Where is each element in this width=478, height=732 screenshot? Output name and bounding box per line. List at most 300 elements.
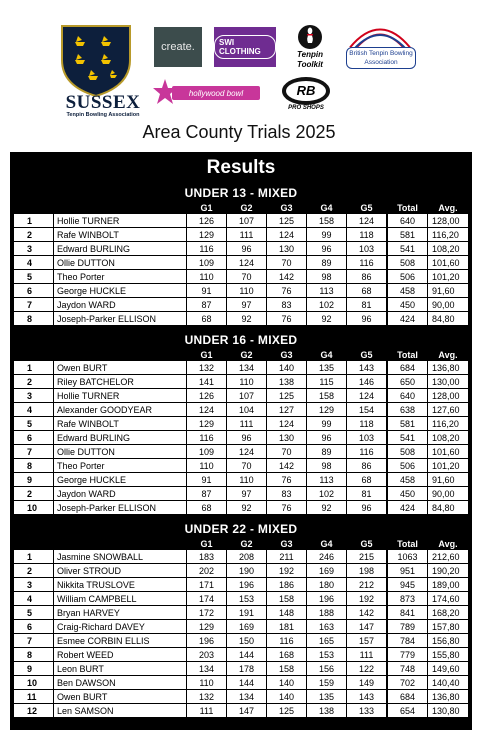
bowler-name-cell: George HUCKLE (54, 473, 186, 487)
score-cell-g2: 92 (227, 312, 266, 326)
score-cell-g2: 134 (227, 361, 266, 375)
create-logo: create. (154, 27, 202, 67)
table-row (10, 501, 472, 515)
column-header-avg: Avg. (438, 349, 458, 360)
score-cell-g3: 130 (267, 431, 306, 445)
score-cell-g2: 147 (227, 704, 266, 718)
column-header-g5: G5 (360, 202, 373, 213)
score-cell-g3: 140 (267, 690, 306, 704)
average-cell: 101,20 (428, 459, 468, 473)
score-cell-g2: 208 (227, 550, 266, 564)
position-cell: 5 (14, 606, 53, 620)
tenpin-toolkit-line2: Toolkit (297, 60, 323, 69)
score-cell-g1: 126 (187, 214, 226, 228)
column-header-total: Total (397, 202, 418, 213)
bowler-name-cell: Jaydon WARD (54, 487, 186, 501)
score-cell-g3: 158 (267, 662, 306, 676)
score-cell-g5: 154 (347, 403, 386, 417)
results-section (10, 515, 472, 718)
score-cell-g5: 68 (347, 473, 386, 487)
bowler-name-cell: Ben DAWSON (54, 676, 186, 690)
score-cell-g2: 144 (227, 676, 266, 690)
bowler-name-cell: Ollie DUTTON (54, 445, 186, 459)
score-cell-g3: 140 (267, 676, 306, 690)
score-cell-g2: 111 (227, 417, 266, 431)
table-row (10, 417, 472, 431)
column-header-g3: G3 (280, 202, 293, 213)
score-cell-g1: 110 (187, 676, 226, 690)
column-header-avg: Avg. (438, 202, 458, 213)
total-cell: 779 (388, 648, 427, 662)
results-sheet (10, 152, 472, 730)
position-cell: 4 (14, 592, 53, 606)
score-cell-g3: 76 (267, 312, 306, 326)
swi-clothing-logo (214, 27, 276, 67)
total-cell: 640 (388, 389, 427, 403)
average-cell: 168,20 (428, 606, 468, 620)
score-cell-g2: 96 (227, 242, 266, 256)
score-cell-g4: 99 (307, 228, 346, 242)
score-cell-g1: 116 (187, 242, 226, 256)
bowler-name-cell: Theo Porter (54, 270, 186, 284)
bowler-name-cell: Nikkita TRUSLOVE (54, 578, 186, 592)
tenpin-toolkit-line1: Tenpin (297, 50, 323, 59)
section-title: UNDER 13 - MIXED (184, 185, 298, 200)
position-cell: 9 (14, 662, 53, 676)
bowler-name-cell: Theo Porter (54, 459, 186, 473)
column-header-g1: G1 (200, 202, 213, 213)
bowler-name-cell: Len SAMSON (54, 704, 186, 718)
score-cell-g4: 158 (307, 214, 346, 228)
btba-logo-text: British Tenpin Bowling Association (346, 47, 416, 69)
score-cell-g4: 156 (307, 662, 346, 676)
table-row (10, 403, 472, 417)
position-cell: 4 (14, 256, 53, 270)
total-cell: 638 (388, 403, 427, 417)
score-cell-g2: 196 (227, 578, 266, 592)
score-cell-g2: 110 (227, 375, 266, 389)
score-cell-g3: 70 (267, 256, 306, 270)
score-cell-g3: 125 (267, 389, 306, 403)
score-cell-g1: 68 (187, 501, 226, 515)
swi-clothing-logo-text: SWI CLOTHING (214, 35, 276, 59)
score-cell-g5: 212 (347, 578, 386, 592)
average-cell: 130,80 (428, 704, 468, 718)
score-cell-g3: 76 (267, 473, 306, 487)
total-cell: 654 (388, 704, 427, 718)
score-cell-g4: 96 (307, 431, 346, 445)
score-cell-g2: 110 (227, 473, 266, 487)
average-cell: 174,60 (428, 592, 468, 606)
position-cell: 8 (14, 648, 53, 662)
score-cell-g4: 158 (307, 389, 346, 403)
score-cell-g5: 96 (347, 501, 386, 515)
score-cell-g4: 102 (307, 298, 346, 312)
score-cell-g5: 103 (347, 431, 386, 445)
total-cell: 506 (388, 459, 427, 473)
average-cell: 128,00 (428, 214, 468, 228)
score-cell-g3: 186 (267, 578, 306, 592)
score-cell-g4: 89 (307, 445, 346, 459)
average-cell: 84,80 (428, 501, 468, 515)
score-cell-g1: 183 (187, 550, 226, 564)
score-cell-g3: 76 (267, 501, 306, 515)
position-cell: 6 (14, 620, 53, 634)
total-cell: 508 (388, 445, 427, 459)
score-cell-g1: 116 (187, 431, 226, 445)
bowler-name-cell: Owen BURT (54, 690, 186, 704)
score-cell-g1: 87 (187, 298, 226, 312)
score-cell-g1: 110 (187, 270, 226, 284)
score-cell-g5: 86 (347, 459, 386, 473)
total-cell: 789 (388, 620, 427, 634)
score-cell-g1: 132 (187, 361, 226, 375)
score-cell-g4: 129 (307, 403, 346, 417)
total-cell: 508 (388, 256, 427, 270)
position-cell: 1 (14, 361, 53, 375)
btba-logo (342, 21, 418, 73)
score-cell-g5: 124 (347, 389, 386, 403)
score-cell-g5: 103 (347, 242, 386, 256)
results-sections (10, 184, 472, 718)
sussex-crest-icon (58, 22, 134, 98)
position-cell: 7 (14, 445, 53, 459)
bowler-name-cell: Robert WEED (54, 648, 186, 662)
score-cell-g5: 86 (347, 270, 386, 284)
results-section (10, 184, 472, 326)
score-cell-g2: 97 (227, 487, 266, 501)
total-cell: 581 (388, 417, 427, 431)
bowler-name-cell: Oliver STROUD (54, 564, 186, 578)
position-cell: 6 (14, 284, 53, 298)
column-header-g1: G1 (200, 538, 213, 549)
score-cell-g3: 124 (267, 417, 306, 431)
total-cell: 784 (388, 634, 427, 648)
average-cell: 156,80 (428, 634, 468, 648)
average-cell: 189,00 (428, 578, 468, 592)
score-cell-g2: 104 (227, 403, 266, 417)
table-row (10, 284, 472, 298)
score-cell-g1: 129 (187, 620, 226, 634)
position-cell: 3 (14, 242, 53, 256)
total-cell: 541 (388, 431, 427, 445)
table-row (10, 459, 472, 473)
position-cell: 2 (14, 564, 53, 578)
sussex-logo-subtitle: Tenpin Bowling Association (66, 112, 140, 118)
score-cell-g4: 135 (307, 361, 346, 375)
average-cell: 212,60 (428, 550, 468, 564)
average-cell: 128,00 (428, 389, 468, 403)
column-header-g4: G4 (320, 538, 333, 549)
score-cell-g4: 113 (307, 284, 346, 298)
total-cell: 424 (388, 312, 427, 326)
column-header-g5: G5 (360, 349, 373, 360)
score-cell-g3: 168 (267, 648, 306, 662)
table-row (10, 361, 472, 375)
average-cell: 90,00 (428, 487, 468, 501)
bowler-name-cell: Rafe WINBOLT (54, 228, 186, 242)
score-cell-g4: 96 (307, 242, 346, 256)
score-cell-g4: 153 (307, 648, 346, 662)
table-row (10, 690, 472, 704)
score-cell-g1: 202 (187, 564, 226, 578)
hollywood-bowl-logo (152, 78, 268, 106)
score-cell-g3: 70 (267, 445, 306, 459)
score-cell-g4: 169 (307, 564, 346, 578)
score-cell-g2: 144 (227, 648, 266, 662)
table-row (10, 228, 472, 242)
score-cell-g3: 125 (267, 704, 306, 718)
score-cell-g2: 169 (227, 620, 266, 634)
bowler-name-cell: Bryan HARVEY (54, 606, 186, 620)
table-row (10, 487, 472, 501)
bowler-name-cell: Leon BURT (54, 662, 186, 676)
total-cell: 650 (388, 375, 427, 389)
position-cell: 8 (14, 459, 53, 473)
bowler-name-cell: George HUCKLE (54, 284, 186, 298)
average-cell: 157,80 (428, 620, 468, 634)
table-row (10, 214, 472, 228)
score-cell-g5: 149 (347, 676, 386, 690)
table-row (10, 256, 472, 270)
score-cell-g5: 192 (347, 592, 386, 606)
score-cell-g2: 70 (227, 270, 266, 284)
score-cell-g3: 142 (267, 459, 306, 473)
average-cell: 136,80 (428, 361, 468, 375)
score-cell-g5: 96 (347, 312, 386, 326)
bowler-name-cell: Alexander GOODYEAR (54, 403, 186, 417)
column-header-g4: G4 (320, 202, 333, 213)
column-header-total: Total (397, 538, 418, 549)
score-cell-g4: 159 (307, 676, 346, 690)
total-cell: 873 (388, 592, 427, 606)
bowler-name-cell: Rafe WINBOLT (54, 417, 186, 431)
score-cell-g1: 126 (187, 389, 226, 403)
total-cell: 684 (388, 361, 427, 375)
score-cell-g4: 196 (307, 592, 346, 606)
score-cell-g1: 87 (187, 487, 226, 501)
average-cell: 136,80 (428, 690, 468, 704)
score-cell-g5: 198 (347, 564, 386, 578)
score-cell-g4: 92 (307, 501, 346, 515)
position-cell: 2 (14, 375, 53, 389)
score-cell-g2: 96 (227, 431, 266, 445)
score-cell-g2: 124 (227, 445, 266, 459)
total-cell: 702 (388, 676, 427, 690)
score-cell-g1: 111 (187, 704, 226, 718)
results-heading: Results (206, 157, 276, 178)
bowler-name-cell: Owen BURT (54, 361, 186, 375)
score-cell-g5: 143 (347, 361, 386, 375)
total-cell: 945 (388, 578, 427, 592)
score-cell-g3: 148 (267, 606, 306, 620)
column-header-g1: G1 (200, 349, 213, 360)
column-header-row (10, 348, 472, 361)
score-cell-g4: 115 (307, 375, 346, 389)
position-cell: 7 (14, 298, 53, 312)
score-cell-g1: 134 (187, 662, 226, 676)
score-cell-g2: 107 (227, 389, 266, 403)
average-cell: 116,20 (428, 228, 468, 242)
table-row (10, 270, 472, 284)
position-cell: 7 (14, 634, 53, 648)
table-row (10, 431, 472, 445)
position-cell: 11 (14, 690, 53, 704)
bowler-name-cell: Ollie DUTTON (54, 256, 186, 270)
position-cell: 2 (14, 228, 53, 242)
column-header-row (10, 537, 472, 550)
score-cell-g1: 124 (187, 403, 226, 417)
bowler-name-cell: Jasmine SNOWBALL (54, 550, 186, 564)
hollywood-bowl-logo-text: hollywood bowl (172, 86, 260, 100)
score-cell-g4: 165 (307, 634, 346, 648)
average-cell: 190,20 (428, 564, 468, 578)
total-cell: 424 (388, 501, 427, 515)
score-cell-g5: 116 (347, 256, 386, 270)
score-cell-g5: 81 (347, 487, 386, 501)
total-cell: 450 (388, 487, 427, 501)
score-cell-g1: 172 (187, 606, 226, 620)
score-cell-g2: 190 (227, 564, 266, 578)
table-row (10, 634, 472, 648)
score-cell-g5: 118 (347, 228, 386, 242)
score-cell-g5: 68 (347, 284, 386, 298)
score-cell-g4: 138 (307, 704, 346, 718)
column-header-g2: G2 (240, 349, 253, 360)
score-cell-g4: 113 (307, 473, 346, 487)
score-cell-g5: 146 (347, 375, 386, 389)
table-row (10, 662, 472, 676)
score-cell-g2: 70 (227, 459, 266, 473)
score-cell-g2: 191 (227, 606, 266, 620)
column-header-row (10, 201, 472, 214)
average-cell: 101,60 (428, 445, 468, 459)
position-cell: 5 (14, 270, 53, 284)
score-cell-g5: 157 (347, 634, 386, 648)
table-row (10, 676, 472, 690)
average-cell: 116,20 (428, 417, 468, 431)
score-cell-g3: 127 (267, 403, 306, 417)
score-cell-g1: 129 (187, 228, 226, 242)
table-row (10, 648, 472, 662)
score-cell-g1: 68 (187, 312, 226, 326)
score-cell-g2: 92 (227, 501, 266, 515)
score-cell-g4: 246 (307, 550, 346, 564)
position-cell: 8 (14, 312, 53, 326)
rb-pro-shops-logo (280, 76, 332, 116)
position-cell: 5 (14, 417, 53, 431)
bowling-pin-icon (282, 24, 338, 50)
total-cell: 841 (388, 606, 427, 620)
score-cell-g2: 107 (227, 214, 266, 228)
table-row (10, 473, 472, 487)
score-cell-g3: 142 (267, 270, 306, 284)
score-cell-g5: 215 (347, 550, 386, 564)
bowler-name-cell: William CAMPBELL (54, 592, 186, 606)
score-cell-g4: 102 (307, 487, 346, 501)
score-cell-g3: 158 (267, 592, 306, 606)
table-row (10, 578, 472, 592)
position-cell: 4 (14, 403, 53, 417)
score-cell-g1: 196 (187, 634, 226, 648)
total-cell: 951 (388, 564, 427, 578)
position-cell: 12 (14, 704, 53, 718)
average-cell: 149,60 (428, 662, 468, 676)
position-cell: 10 (14, 501, 53, 515)
table-row (10, 620, 472, 634)
bowler-name-cell: Edward BURLING (54, 431, 186, 445)
score-cell-g4: 163 (307, 620, 346, 634)
score-cell-g5: 122 (347, 662, 386, 676)
table-row (10, 550, 472, 564)
bowler-name-cell: Jaydon WARD (54, 298, 186, 312)
average-cell: 155,80 (428, 648, 468, 662)
column-header-avg: Avg. (438, 538, 458, 549)
section-title: UNDER 16 - MIXED (184, 332, 298, 347)
rb-emblem-letters: RB (296, 83, 316, 98)
score-cell-g2: 97 (227, 298, 266, 312)
score-cell-g2: 124 (227, 256, 266, 270)
score-cell-g3: 76 (267, 284, 306, 298)
score-cell-g3: 130 (267, 242, 306, 256)
column-header-g4: G4 (320, 349, 333, 360)
score-cell-g3: 125 (267, 214, 306, 228)
position-cell: 9 (14, 473, 53, 487)
rb-pro-shops-text: PRO SHOPS (288, 105, 324, 111)
table-row (10, 592, 472, 606)
score-cell-g3: 211 (267, 550, 306, 564)
table-row (10, 606, 472, 620)
bowler-name-cell: Edward BURLING (54, 242, 186, 256)
bowler-name-cell: Joseph-Parker ELLISON (54, 501, 186, 515)
score-cell-g1: 91 (187, 473, 226, 487)
total-cell: 1063 (388, 550, 427, 564)
column-header-g5: G5 (360, 538, 373, 549)
score-cell-g5: 143 (347, 690, 386, 704)
average-cell: 108,20 (428, 431, 468, 445)
score-cell-g1: 110 (187, 459, 226, 473)
average-cell: 101,60 (428, 256, 468, 270)
score-cell-g1: 203 (187, 648, 226, 662)
bowler-name-cell: Hollie TURNER (54, 389, 186, 403)
score-cell-g2: 134 (227, 690, 266, 704)
position-cell: 2 (14, 487, 53, 501)
results-section (10, 326, 472, 515)
sponsor-logos (0, 0, 478, 118)
average-cell: 108,20 (428, 242, 468, 256)
score-cell-g1: 171 (187, 578, 226, 592)
score-cell-g1: 109 (187, 256, 226, 270)
position-cell: 10 (14, 676, 53, 690)
score-cell-g4: 188 (307, 606, 346, 620)
score-cell-g2: 111 (227, 228, 266, 242)
average-cell: 101,20 (428, 270, 468, 284)
total-cell: 640 (388, 214, 427, 228)
column-header-g3: G3 (280, 349, 293, 360)
table-row (10, 445, 472, 459)
score-cell-g3: 83 (267, 298, 306, 312)
page-title: Area County Trials 2025 (142, 122, 336, 142)
total-cell: 450 (388, 298, 427, 312)
score-cell-g3: 83 (267, 487, 306, 501)
bowler-name-cell: Riley BATCHELOR (54, 375, 186, 389)
score-cell-g5: 118 (347, 417, 386, 431)
average-cell: 130,00 (428, 375, 468, 389)
score-cell-g5: 142 (347, 606, 386, 620)
table-row (10, 375, 472, 389)
table-row (10, 389, 472, 403)
total-cell: 748 (388, 662, 427, 676)
